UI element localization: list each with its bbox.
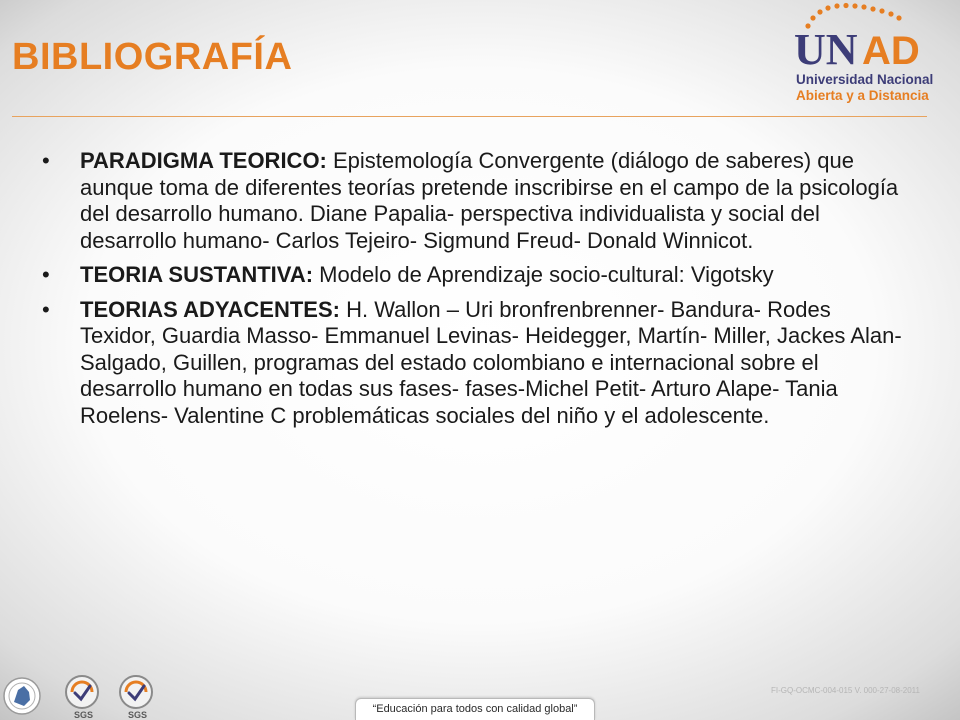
- bullet-label: PARADIGMA TEORICO:: [80, 148, 327, 173]
- bullet-text: Modelo de Aprendizaje socio-cultural: Vigotsky: [313, 262, 774, 287]
- unad-logo-mark: [790, 2, 935, 74]
- bullet-text: Epistemología Convergente (diálogo de saberes) que aunque toma de diferentes teorías pretende inscribirse en el campo de la psicología del desarrollo humano. Diane Papalia- perspectiva individualista y social del desarrollo humano- Carlos Tejeiro- Sigmund Freud- Donald Winnicot.: [80, 148, 899, 253]
- certification-seal-icon: [66, 676, 98, 720]
- unad-logo: [790, 2, 935, 110]
- document-code: FI-GQ-OCMC-004-015 V. 000-27-08-2011: [771, 686, 920, 695]
- cert-label: SGS: [128, 710, 148, 720]
- logo-letters-un: UN: [794, 25, 858, 74]
- bullet-dot-icon: •: [42, 262, 50, 287]
- bullet-paradigma: [40, 148, 910, 254]
- logo-university-name: Universidad Nacional: [796, 72, 934, 87]
- bullet-list: [40, 148, 910, 437]
- footer-slogan: “Educación para todos con calidad global”: [355, 698, 595, 720]
- footer-certification-logos: [0, 668, 190, 720]
- colombia-emblem-icon: [4, 678, 40, 714]
- bullet-dot-icon: •: [42, 296, 50, 322]
- page-title: BIBLIOGRAFÍA: [12, 36, 293, 78]
- bullet-text: H. Wallon – Uri bronfrenbrenner- Bandura- Rodes Texidor, Guardia Masso- Emmanuel Levinas- Heidegger, Martín- Miller, Jackes Alan- Salgado, Guillen, programas del estado colombiano e internacional sobre el desarrollo humano en todas sus fases- fases-Michel Petit- Arturo Alape- Tania Roelens- Valentine C problemáticas sociales del niño y el adolescente.: [80, 296, 902, 428]
- bullet-dot-icon: •: [42, 148, 50, 173]
- title-divider: [12, 116, 927, 117]
- bullet-sustantiva: [40, 262, 910, 289]
- certification-seal-icon: [120, 676, 152, 720]
- bullet-adyacentes: [40, 297, 910, 430]
- logo-university-subtitle: Abierta y a Distancia: [796, 88, 929, 103]
- bullet-label: TEORIAS ADYACENTES:: [80, 296, 340, 322]
- cert-label: SGS: [74, 710, 94, 720]
- bullet-label: TEORIA SUSTANTIVA:: [80, 262, 314, 287]
- logo-letters-ad: AD: [862, 29, 920, 73]
